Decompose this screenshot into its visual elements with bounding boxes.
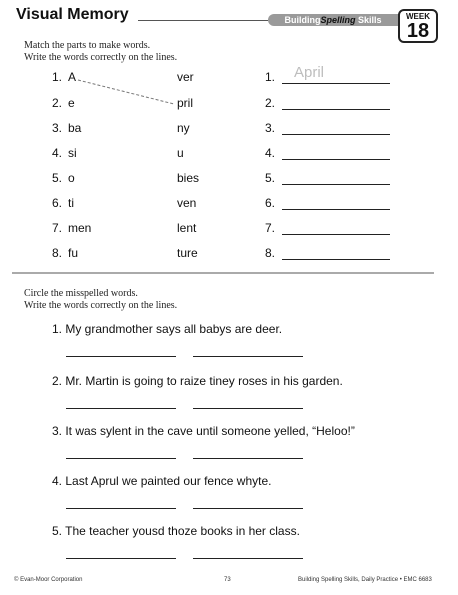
part1-instructions-line2: Write the words correctly on the lines. <box>24 52 178 63</box>
row-number: 2. <box>52 96 63 110</box>
answer-line-number: 6. <box>265 196 276 210</box>
row-number: 1. <box>52 70 63 84</box>
correction-line[interactable] <box>66 356 176 357</box>
word-part-left: o <box>68 171 75 185</box>
word-part-left: e <box>68 96 75 110</box>
row-number: 7. <box>52 221 63 235</box>
section-divider <box>12 272 434 274</box>
part2-instructions-line1: Circle the misspelled words. <box>24 288 138 299</box>
correction-line[interactable] <box>66 558 176 559</box>
correction-line[interactable] <box>193 458 303 459</box>
answer-line-number: 3. <box>265 121 276 135</box>
sentence-item: 4. Last Aprul we painted our fence whyte. <box>52 474 272 488</box>
correction-line[interactable] <box>193 558 303 559</box>
sentence-item: 1. My grandmother says all babys are deer. <box>52 322 283 336</box>
row-number: 8. <box>52 246 63 260</box>
week-label: WEEK <box>406 12 430 21</box>
footer-copyright: © Evan-Moor Corporation <box>14 577 83 583</box>
word-part-left: fu <box>68 246 79 260</box>
word-part-right: bies <box>177 171 200 185</box>
word-part-right: u <box>177 146 184 160</box>
word-part-left: si <box>68 146 77 160</box>
row-number: 6. <box>52 196 63 210</box>
correction-line[interactable] <box>193 508 303 509</box>
correction-line[interactable] <box>66 508 176 509</box>
sentence-item: 2. Mr. Martin is going to raize tiney roses in his garden. <box>52 374 343 388</box>
page-title: Visual Memory <box>16 6 129 23</box>
footer-page-number: 73 <box>224 577 231 583</box>
footer-book-info: Building Spelling Skills, Daily Practice • EMC 6683 <box>298 577 432 583</box>
banner-building: Building <box>284 15 321 25</box>
word-part-right: ny <box>177 121 190 135</box>
banner-spelling: Spelling <box>320 15 356 25</box>
word-part-left: A <box>68 70 77 84</box>
part2-instructions-line2: Write the words correctly on the lines. <box>24 300 178 311</box>
word-part-left: ti <box>68 196 74 210</box>
sentence-item: 3. It was sylent in the cave until someone yelled, “Heloo!” <box>52 424 355 438</box>
word-part-right: lent <box>177 221 197 235</box>
answer-line-number: 8. <box>265 246 276 260</box>
word-part-right: ture <box>177 246 198 260</box>
word-part-right: ven <box>177 196 197 210</box>
answer-line-number: 1. <box>265 70 276 84</box>
answer-line-number: 5. <box>265 171 276 185</box>
answer-line-number: 2. <box>265 96 276 110</box>
week-number: 18 <box>406 20 430 42</box>
row-number: 4. <box>52 146 63 160</box>
word-part-right: ver <box>177 70 194 84</box>
banner-skills: Skills <box>358 15 382 25</box>
correction-line[interactable] <box>193 356 303 357</box>
correction-line[interactable] <box>66 458 176 459</box>
word-part-right: pril <box>177 96 194 110</box>
sentence-item: 5. The teacher yousd thoze books in her class. <box>52 524 300 538</box>
correction-line[interactable] <box>66 408 176 409</box>
row-number: 5. <box>52 171 63 185</box>
answer-line-number: 7. <box>265 221 276 235</box>
sample-answer: April <box>294 64 325 81</box>
part1-instructions-line1: Match the parts to make words. <box>24 40 151 51</box>
answer-line-number: 4. <box>265 146 276 160</box>
correction-line[interactable] <box>193 408 303 409</box>
word-part-left: men <box>68 221 92 235</box>
row-number: 3. <box>52 121 63 135</box>
word-part-left: ba <box>68 121 82 135</box>
